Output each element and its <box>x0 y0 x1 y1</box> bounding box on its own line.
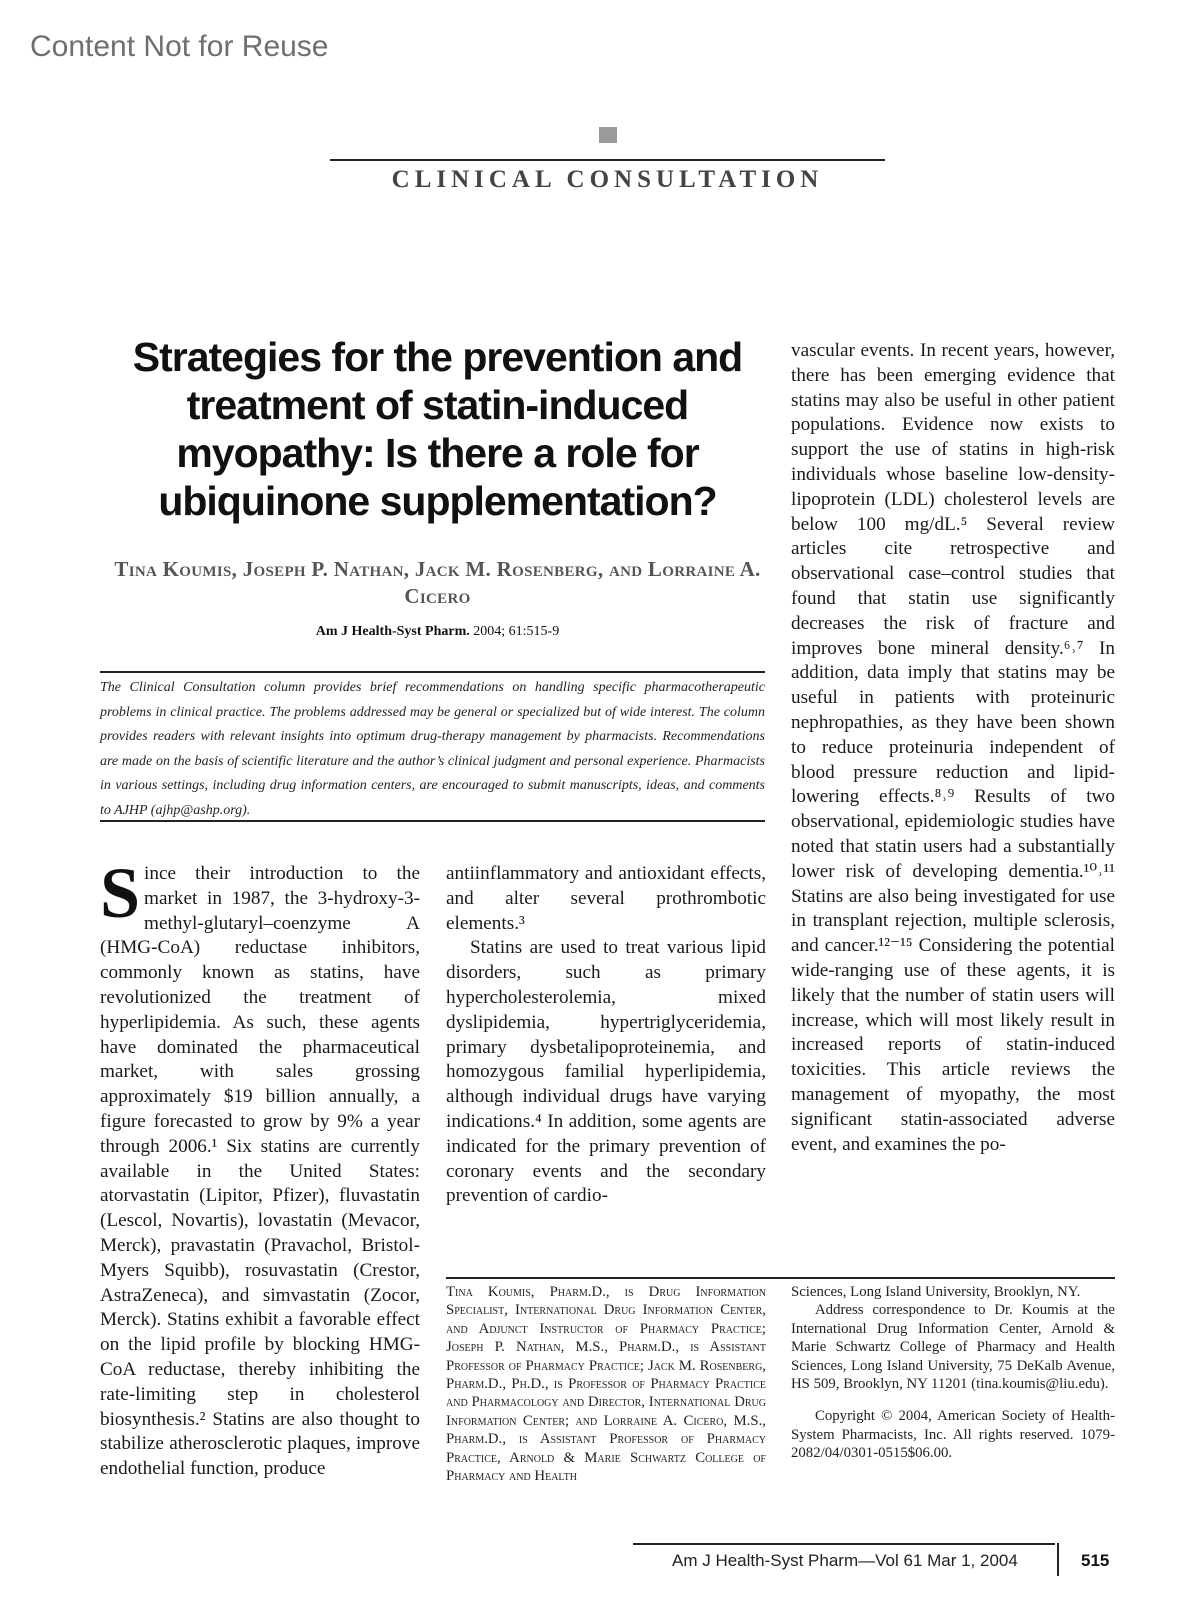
correspondence-note: Address correspondence to Dr. Koumis at the International Drug Information Center, Arnold & Marie Schwartz College of Pharmacy and Health Sciences, Long Island University, 75 DeKalb Avenue, HS 509, Brooklyn, NY 11201 (tina.koumis@liu.edu). <box>791 1302 1115 1393</box>
section-marker <box>599 127 617 143</box>
citation <box>95 624 780 640</box>
section-title: CLINICAL CONSULTATION <box>391 166 824 193</box>
body-paragraph: Statins are used to treat various lipid disorders, such as primary hypercholesterolemia, mixed dyslipidemia, hypertriglyceridemia, primary dysbetalipoproteinemia, and homozygous familial hyperlipidemia, although individual drugs have varying indications.⁴ In addition, some agents are indicated for the primary prevention of coronary events and the secondary prevention of cardio- <box>446 937 766 1207</box>
author-list: Tina Koumis, Joseph P. Nathan, Jack M. Rosenberg, and Lorraine A. Cicero <box>114 557 761 608</box>
intro-bottom-rule <box>100 820 765 822</box>
page-number: 515 <box>1081 1551 1110 1570</box>
citation-journal: Am J Health-Syst Pharm. <box>315 624 470 639</box>
body-column-1 <box>100 853 420 1482</box>
watermark: Content Not for Reuse <box>30 30 329 63</box>
intro-top-rule <box>100 671 765 673</box>
drop-cap: S <box>100 853 141 933</box>
citation-details: 2004; 61:515-9 <box>473 624 560 639</box>
body-text-col1: ince their introduction to the market in 1987, the 3-hydroxy-3-methyl-glutaryl–coenzyme A (HMG-CoA) reductase inhibitors, commonly known as statins, have revolutionized the treatment of hyperlipidemia. As such, these agents have dominated the pharmaceutical market, with sales grossing approximately $19 billion annually, a figure forecasted to grow by 9% a year through 2006.¹ Six statins are currently available in the United States: atorvastatin (Lipitor, Pfizer), fluvastatin (Lescol, Novartis), lovastatin (Mevacor, Merck), pravastatin (Pravachol, Bristol-Myers Squibb), rosuvastatin (Crestor, AstraZeneca), and simvastatin (Zocor, Merck). Statins exhibit a favorable effect on the lipid profile by blocking HMG-CoA reductase, thereby inhibiting the rate-limiting step in cholesterol biosynthesis.² Statins are also thought to stabilize atherosclerotic plaques, improve endothelial function, produce <box>100 863 420 1480</box>
footer-divider <box>1057 1543 1059 1576</box>
article-title: Strategies for the prevention and treatment of statin-induced myopathy: Is there a role for ubiquinone supplementation? <box>132 334 743 524</box>
body-column-2 <box>446 862 766 1209</box>
author-notes <box>791 1283 1115 1463</box>
column-intro: The Clinical Consultation column provides brief recommendations on handling specific pharmacotherapeutic problems in clinical practice. The problems addressed may be general or specialized but of wide interest. The column provides readers with relevant insights into optimum drug-therapy management by pharmacists. Recommendations are made on the basis of scientific literature and the author’s clinical judgment and personal experience. Pharmacists in various settings, including drug information centers, are encouraged to submit manuscripts, ideas, and comments to AJHP (ajhp@ashp.org). <box>100 680 765 818</box>
author-affiliations <box>446 1283 766 1485</box>
body-paragraph: antiinflammatory and antioxidant effects, and alter several prothrombotic elements.³ <box>446 863 766 934</box>
notes-rule <box>446 1277 1115 1279</box>
body-paragraph: vascular events. In recent years, however, there has been emerging evidence that statins may also be useful in other patient populations. Evidence now exists to support the use of statins in high-risk individuals whose baseline low-density-lipoprotein (LDL) cholesterol levels are below 100 mg/dL.⁵ Several review articles cite retrospective and observational case–control studies that found that statin use significantly decreases the risk of fracture and improves bone mineral density.⁶˒⁷ In addition, data imply that statins may be useful in patients with proteinuric nephropathies, as they have been shown to reduce proteinuria independent of blood pressure reduction and lipid-lowering effects.⁸˒⁹ Results of two observational, epidemiologic studies have noted that statin users had a substantially lower risk of developing dementia.¹⁰˒¹¹ Statins are also being investigated for use in transplant rejection, multiple sclerosis, and cancer.¹²⁻¹⁵ Considering the potential wide-ranging use of these agents, it is likely that the number of statin users will increase, which will most likely result in increased reports of statin-induced toxicities. This article reviews the management of myopathy, the most significant statin-associated adverse event, and examines the po- <box>791 340 1115 1155</box>
body-column-3 <box>791 339 1115 1157</box>
affiliations-continued: Sciences, Long Island University, Brooklyn, NY. <box>791 1284 1081 1300</box>
section-rule <box>330 159 885 161</box>
copyright-note: Copyright © 2004, American Society of Health-System Pharmacists, Inc. All rights reserved. 1079-2082/04/0301-0515$06.00. <box>791 1408 1115 1462</box>
affiliations-text: Tina Koumis, Pharm.D., is Drug Information Specialist, International Drug Information Center, and Adjunct Instructor of Pharmacy Practice; Joseph P. Nathan, M.S., Pharm.D., is Assistant Professor of Pharmacy Practice; Jack M. Rosenberg, Pharm.D., Ph.D., is Professor of Pharmacy Practice and Pharmacology and Director, International Drug Information Center; and Lorraine A. Cicero, M.S., Pharm.D., is Assistant Professor of Pharmacy Practice, Arnold & Marie Schwartz College of Pharmacy and Health <box>446 1284 766 1485</box>
footer-journal-info: Am J Health-Syst Pharm—Vol 61 Mar 1, 2004 <box>672 1551 1018 1570</box>
footer-rule <box>633 1543 1055 1545</box>
